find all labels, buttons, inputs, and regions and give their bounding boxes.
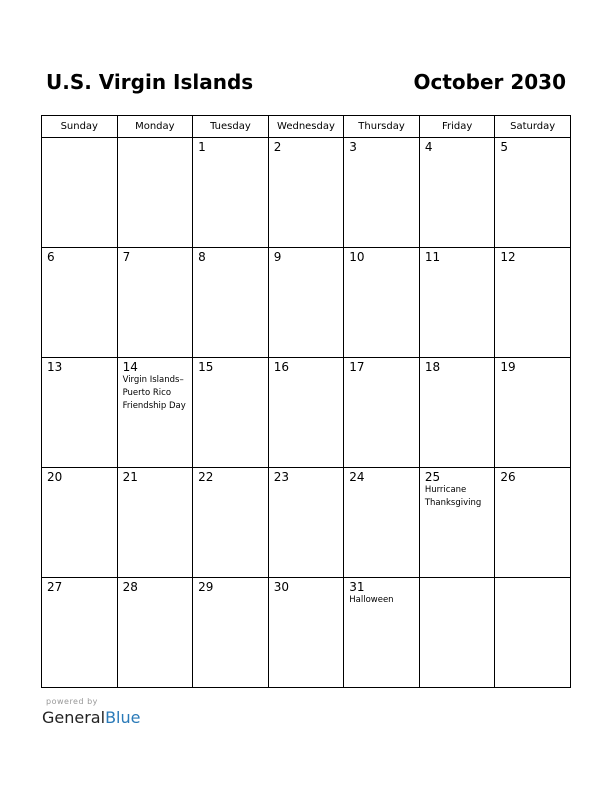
day-cell <box>117 578 193 688</box>
holiday-label: Virgin Islands–Puerto Rico Friendship Day <box>122 375 186 411</box>
day-number: 6 <box>47 250 55 264</box>
day-number: 2 <box>273 140 282 154</box>
day-number: 10 <box>349 250 365 264</box>
brand-general: General <box>42 708 106 727</box>
day-cell <box>117 358 193 468</box>
weekday-friday: Friday <box>419 116 495 138</box>
week-row <box>42 248 571 358</box>
day-number: 12 <box>500 250 516 264</box>
day-number: 1 <box>198 140 206 154</box>
day-number: 28 <box>122 580 138 594</box>
day-cell <box>344 248 420 358</box>
week-row <box>42 578 571 688</box>
day-cell <box>117 248 193 358</box>
day-number: 20 <box>47 470 63 484</box>
day-number: 23 <box>273 470 289 484</box>
day-number: 11 <box>424 250 441 264</box>
day-number: 25 <box>424 470 441 484</box>
day-number: 5 <box>500 140 509 154</box>
day-cell <box>419 358 495 468</box>
weekday-saturday: Saturday <box>495 116 571 138</box>
day-number: 4 <box>424 140 433 154</box>
day-number: 16 <box>273 360 289 374</box>
calendar-grid <box>41 115 571 688</box>
day-cell <box>268 578 344 688</box>
day-number: 13 <box>47 360 63 374</box>
week-row <box>42 138 571 248</box>
region-title: U.S. Virgin Islands <box>46 70 254 94</box>
day-cell <box>344 468 420 578</box>
day-cell <box>42 468 118 578</box>
week-row <box>42 468 571 578</box>
day-cell <box>193 358 269 468</box>
day-number: 17 <box>349 360 365 374</box>
day-cell <box>193 138 269 248</box>
day-cell <box>268 138 344 248</box>
day-cell <box>344 358 420 468</box>
day-cell <box>42 358 118 468</box>
day-cell <box>419 578 495 688</box>
day-number: 27 <box>47 580 63 594</box>
month-title: October 2030 <box>413 70 566 94</box>
footer <box>42 697 140 728</box>
week-row <box>42 358 571 468</box>
day-number: 8 <box>198 250 206 264</box>
day-number: 14 <box>122 360 138 374</box>
day-number: 7 <box>122 250 131 264</box>
day-cell <box>495 578 571 688</box>
day-number: 31 <box>349 580 365 594</box>
day-number: 18 <box>424 360 441 374</box>
day-cell <box>193 468 269 578</box>
generalblue-logo <box>42 708 140 728</box>
day-number: 15 <box>198 360 214 374</box>
day-cell <box>495 358 571 468</box>
day-cell <box>42 138 118 248</box>
day-number: 26 <box>500 470 516 484</box>
day-number: 29 <box>198 580 214 594</box>
day-cell <box>419 138 495 248</box>
day-cell <box>117 468 193 578</box>
day-number: 3 <box>349 140 357 154</box>
weekday-tuesday: Tuesday <box>193 116 269 138</box>
day-cell <box>193 248 269 358</box>
holiday-label: Halloween <box>349 595 394 605</box>
day-cell <box>42 248 118 358</box>
holiday-label: Hurricane Thanksgiving <box>424 485 482 508</box>
day-cell <box>268 468 344 578</box>
day-cell <box>268 358 344 468</box>
day-number: 30 <box>273 580 289 594</box>
day-cell <box>268 248 344 358</box>
day-cell <box>42 578 118 688</box>
day-number: 24 <box>349 470 365 484</box>
day-cell <box>495 138 571 248</box>
calendar-header <box>46 70 566 100</box>
day-number: 19 <box>500 360 516 374</box>
day-cell <box>117 138 193 248</box>
day-cell <box>193 578 269 688</box>
weekday-wednesday: Wednesday <box>268 116 344 138</box>
weekday-monday: Monday <box>117 116 193 138</box>
brand-blue: Blue <box>105 708 141 727</box>
day-cell <box>495 248 571 358</box>
day-cell <box>495 468 571 578</box>
powered-by-text: powered by <box>46 697 98 706</box>
day-number: 22 <box>198 470 214 484</box>
weekday-sunday: Sunday <box>42 116 118 138</box>
day-cell <box>344 578 420 688</box>
day-cell <box>344 138 420 248</box>
day-cell <box>419 468 495 578</box>
day-number: 21 <box>122 470 138 484</box>
day-cell <box>419 248 495 358</box>
weekday-thursday: Thursday <box>344 116 420 138</box>
day-number: 9 <box>273 250 282 264</box>
weekday-header-row <box>42 116 571 138</box>
